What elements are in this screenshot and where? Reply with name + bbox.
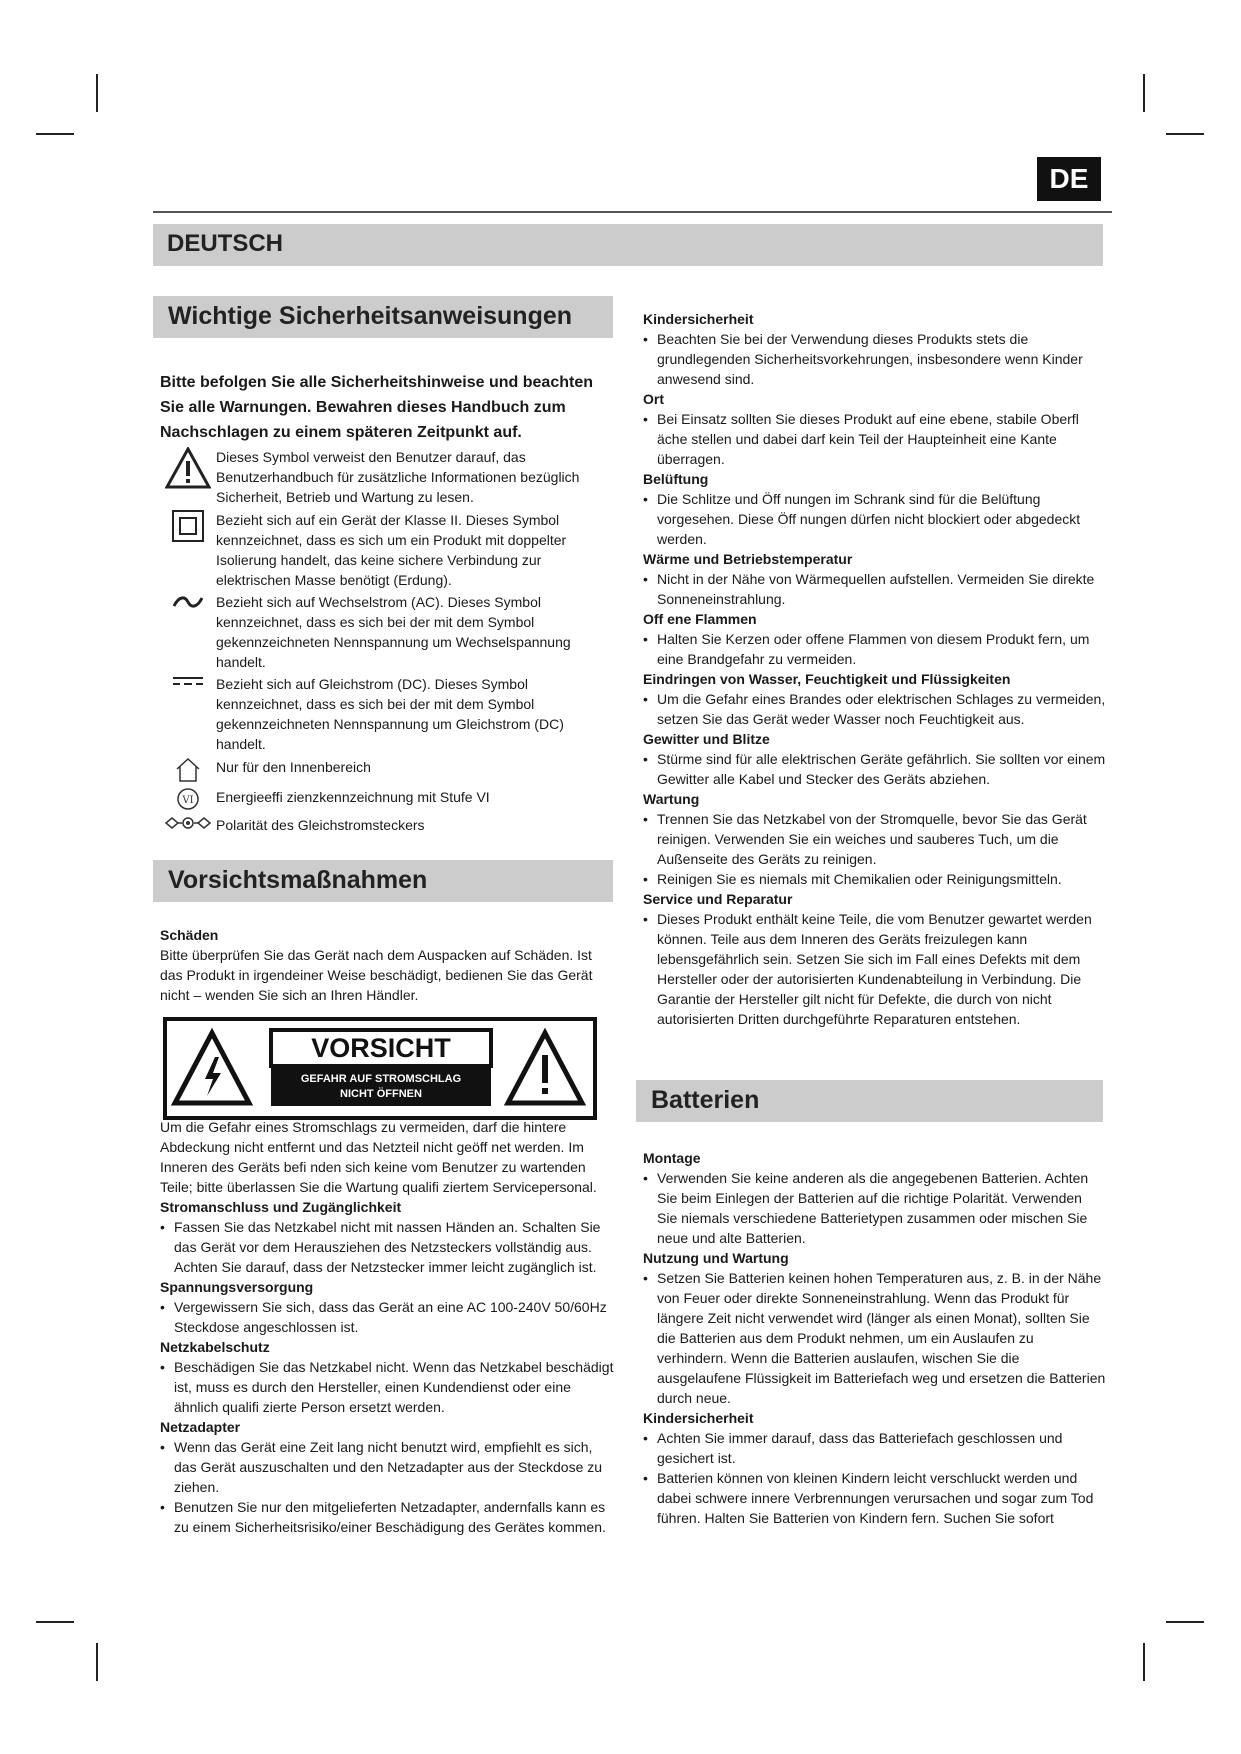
header-rule — [153, 211, 1112, 213]
class-ii-icon — [160, 510, 216, 590]
crop-mark — [96, 74, 98, 112]
section-title: Wärme und Betriebstemperatur — [643, 551, 853, 567]
heading-safety-text: Wichtige Sicherheitsanweisungen — [168, 302, 573, 330]
section-bullet: • Verwenden Sie keine anderen als die angegebenen Batterien. Achten Sie beim Einlegen der Batterien auf die richtige Polarität. Verwenden Sie niemals verschiedene Batterietypen zusammen oder mischen Sie neue und alte Batterien. — [643, 1168, 1106, 1248]
language-banner — [153, 224, 1103, 266]
symbol-row — [160, 592, 616, 672]
symbol-text: Bezieht sich auf ein Gerät der Klasse II. Dieses Symbol kennzeichnet, dass es sich um ein Produkt mit doppelter Isolierung handelt, das keine sichere Verbindung zur elektrischen Masse benötigt (Erdung). — [216, 512, 567, 588]
ac-icon — [160, 592, 216, 672]
dc-icon — [160, 674, 216, 754]
section-title: Nutzung und Wartung — [643, 1250, 789, 1266]
crop-mark — [36, 133, 74, 135]
crop-mark — [1166, 133, 1204, 135]
section-title: Kindersicherheit — [643, 1410, 754, 1426]
symbol-text: Nur für den Innenbereich — [216, 759, 371, 775]
section-title: Belüftung — [643, 471, 709, 487]
battery-column-text — [643, 1148, 1106, 1528]
section-bullet: • Beachten Sie bei der Verwendung dieses Produkts stets die grundlegenden Sicherheitsvorkehrungen, insbesondere wenn Kinder anwesend sind. — [643, 329, 1106, 389]
section-title: Kindersicherheit — [643, 311, 754, 327]
damage-section — [160, 925, 615, 1005]
section-title: Service und Reparatur — [643, 891, 793, 907]
exclamation-bar — [542, 1055, 548, 1083]
damage-title: Schäden — [160, 927, 219, 943]
language-tab: DE — [1037, 157, 1101, 201]
section-title: Gewitter und Blitze — [643, 731, 770, 747]
symbol-text: Dieses Symbol verweist den Benutzer darauf, das Benutzerhandbuch für zusätzliche Informationen bezüglich Sicherheit, Betrieb und Wartung zu lesen. — [216, 449, 580, 505]
section-bullet: • Nicht in der Nähe von Wärmequellen aufstellen. Vermeiden Sie direkte Sonneneinstrahlung. — [643, 569, 1106, 609]
section-title: Stromanschluss und Zugänglichkeit — [160, 1199, 402, 1215]
heading-batteries — [636, 1080, 1103, 1122]
section-title: Montage — [643, 1150, 701, 1166]
crop-mark — [96, 1643, 98, 1681]
section-bullet: • Fassen Sie das Netzkabel nicht mit nassen Händen an. Schalten Sie das Gerät vor dem Herausziehen des Netzsteckers vollständig aus. Achten Sie darauf, dass der Netzstecker immer leicht zugänglich ist. — [160, 1217, 618, 1277]
symbol-text: Bezieht sich auf Gleichstrom (DC). Dieses Symbol kennzeichnet, dass es sich bei der mit dem Symbol gekennzeichneten Nennspannung um Gleichstrom (DC) handelt. — [216, 676, 564, 752]
energy-vi-icon — [160, 787, 216, 811]
section-title: Wartung — [643, 791, 700, 807]
heading-precautions — [153, 860, 613, 902]
caution-warning-box — [163, 1017, 597, 1120]
section-title: Spannungsversorgung — [160, 1279, 314, 1295]
crop-mark — [1166, 1621, 1204, 1623]
section-bullet: • Beschädigen Sie das Netzkabel nicht. Wenn das Netzkabel beschädigt ist, muss es durch den Hersteller, einen Kundendienst oder eine ähnlich qualifi zierte Person ersetzt werden. — [160, 1357, 618, 1417]
section-bullet: • Bei Einsatz sollten Sie dieses Produkt auf eine ebene, stabile Oberfl äche stellen und dabei darf kein Teil der Haupteinheit eine Kante überragen. — [643, 409, 1106, 469]
heading-precautions-text: Vorsichtsmaßnahmen — [168, 866, 428, 894]
shock-text: Um die Gefahr eines Stromschlags zu vermeiden, darf die hintere Abdeckung nicht entfernt und das Netzteil nicht geöff net werden. Im Inneren des Geräts befi nden sich keine vom Benutzer zu wartenden Teile; bitte überlassen Sie die Wartung qualifi ziertem Servicepersonal. — [160, 1119, 597, 1195]
left-column-text — [160, 1117, 618, 1537]
svg-text:VI: VI — [182, 795, 194, 806]
section-bullet: • Dieses Produkt enthält keine Teile, die vom Benutzer gewartet werden können. Teile aus dem Inneren des Geräts freizulegen kann lebensgefährlich sein. Setzen Sie sich im Fall eines Defekts mit dem Hersteller oder der autorisierten Kundenabteilung in Verbindung. Die Garantie der Hersteller gilt nicht für Defekte, die durch von nicht autorisierten Dritten durchgeführte Reparaturen entstehen. — [643, 909, 1106, 1029]
right-column-text — [643, 309, 1106, 1029]
section-bullet: • Um die Gefahr eines Brandes oder elektrischen Schlages zu vermeiden, setzen Sie das Gerät weder Wasser noch Feuchtigkeit aus. — [643, 689, 1106, 729]
section-bullet: • Benutzen Sie nur den mitgelieferten Netzadapter, andernfalls kann es zu einem Sicherheitsrisiko/einer Beschädigung des Gerätes kommen. — [160, 1497, 618, 1537]
section-title: Off ene Flammen — [643, 611, 757, 627]
polarity-icon — [160, 815, 216, 835]
crop-mark — [1143, 74, 1145, 112]
symbol-row — [160, 510, 616, 590]
symbol-text: Energieeffi zienzkennzeichnung mit Stufe VI — [216, 789, 490, 805]
section-bullet: • Trennen Sie das Netzkabel von der Stromquelle, bevor Sie das Gerät reinigen. Verwenden Sie ein weiches und sauberes Tuch, um die Außenseite des Geräts zu reinigen. — [643, 809, 1106, 869]
caution-line2: NICHT ÖFFNEN — [340, 1088, 422, 1100]
crop-mark — [1143, 1643, 1145, 1681]
section-bullet: • Die Schlitze und Öff nungen im Schrank sind für die Belüftung vorgesehen. Diese Öff nungen dürfen nicht blockiert oder abgedeckt werden. — [643, 489, 1106, 549]
damage-text: Bitte überprüfen Sie das Gerät nach dem Auspacken auf Schäden. Ist das Produkt in irgendeiner Weise beschädigt, bedienen Sie das Gerät nicht – wenden Sie sich an Ihren Händler. — [160, 947, 593, 1003]
section-bullet: • Batterien können von kleinen Kindern leicht verschluckt werden und dabei schwere innere Verbrennungen verursachen und sogar zum Tod führen. Halten Sie Batterien von Kindern fern. Suchen Sie sofort — [643, 1468, 1106, 1528]
symbol-row — [160, 674, 616, 754]
symbol-row — [160, 447, 616, 507]
section-bullet: • Stürme sind für alle elektrischen Geräte gefährlich. Sie sollten vor einem Gewitter alle Kabel und Stecker des Geräts abziehen. — [643, 749, 1106, 789]
heading-batteries-text: Batterien — [651, 1086, 760, 1114]
language-title: DEUTSCH — [167, 230, 284, 257]
house-icon — [160, 757, 216, 783]
symbol-text: Polarität des Gleichstromsteckers — [216, 817, 425, 833]
section-bullet: • Halten Sie Kerzen oder offene Flammen von diesem Produkt fern, um eine Brandgefahr zu vermeiden. — [643, 629, 1106, 669]
section-bullet: • Achten Sie immer darauf, dass das Batteriefach geschlossen und gesichert ist. — [643, 1428, 1106, 1468]
heading-safety — [153, 296, 613, 338]
crop-mark — [36, 1621, 74, 1623]
section-bullet: • Reinigen Sie es niemals mit Chemikalien oder Reinigungsmitteln. — [643, 869, 1106, 889]
section-bullet: • Vergewissern Sie sich, dass das Gerät an eine AC 100-240V 50/60Hz Steckdose angeschlossen ist. — [160, 1297, 618, 1337]
intro-text: Bitte befolgen Sie alle Sicherheitshinweise und beachten Sie alle Warnungen. Bewahren dieses Handbuch zum Nachschlagen zu einem späteren Zeitpunkt auf. — [160, 374, 593, 441]
symbol-text: Bezieht sich auf Wechselstrom (AC). Dieses Symbol kennzeichnet, dass es sich bei der mit dem Symbol gekennzeichneten Nennspannung um Wechselspannung handelt. — [216, 594, 571, 670]
section-bullet: • Wenn das Gerät eine Zeit lang nicht benutzt wird, empfiehlt es sich, das Gerät auszuschalten und den Netzadapter aus der Steckdose zu ziehen. — [160, 1437, 618, 1497]
section-title: Ort — [643, 391, 664, 407]
section-title: Netzadapter — [160, 1419, 241, 1435]
section-bullet: • Setzen Sie Batterien keinen hohen Temperaturen aus, z. B. in der Nähe von Feuer oder direkte Sonneneinstrahlung. Wenn das Produkt für längere Zeit nicht verwendet wird (länger als einen Monat), sollten Sie die Batterien aus dem Produkt nehmen, um ein Auslaufen zu verhindern. Wenn die Batterien auslaufen, wischen Sie die ausgelaufene Flüssigkeit im Batteriefach weg und ersetzen die Batterien durch neue. — [643, 1268, 1106, 1408]
exclamation-dot — [542, 1088, 548, 1094]
caution-title: VORSICHT — [311, 1033, 451, 1063]
section-title: Netzkabelschutz — [160, 1339, 270, 1355]
section-title: Eindringen von Wasser, Feuchtigkeit und Flüssigkeiten — [643, 671, 1011, 687]
lightning-bolt-icon — [205, 1057, 221, 1096]
caution-line1: GEFAHR AUF STROMSCHLAG — [300, 1073, 462, 1085]
warning-triangle-icon — [160, 447, 216, 507]
